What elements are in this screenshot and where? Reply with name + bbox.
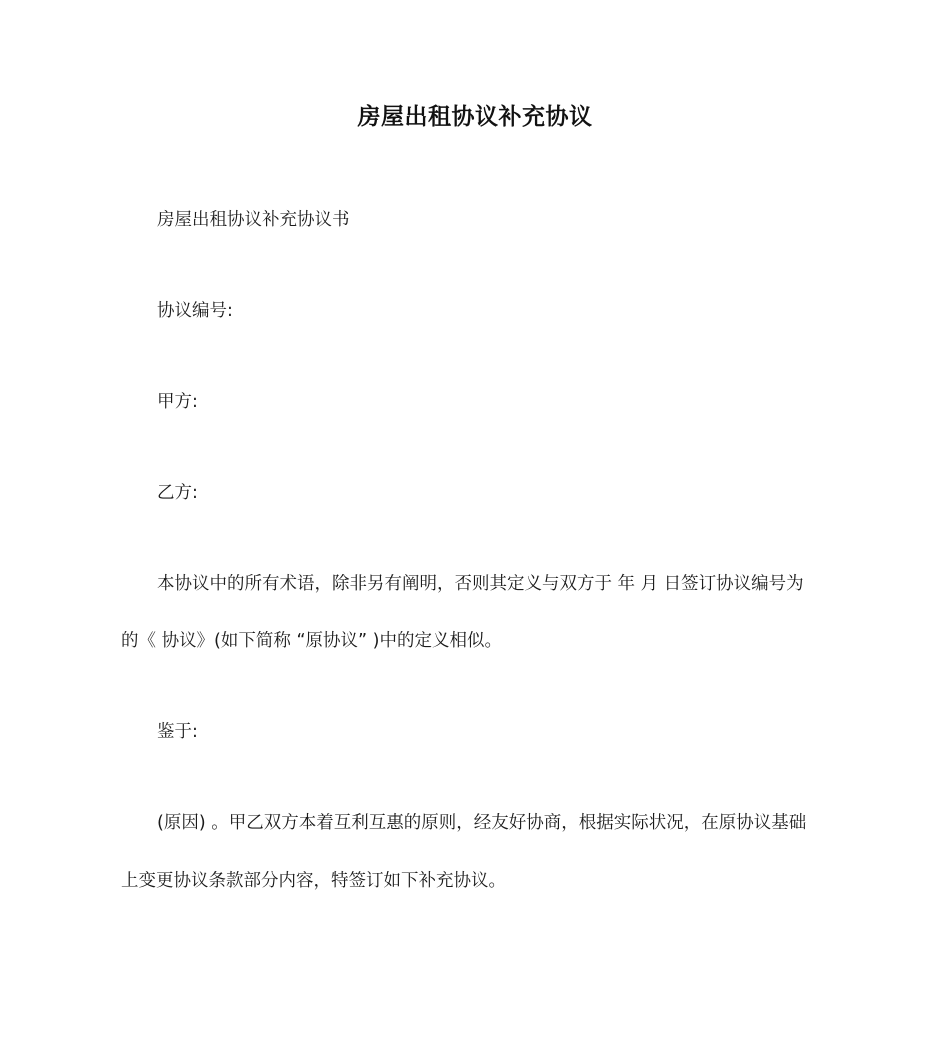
reason-paragraph-line-2: 上变更协议条款部分内容，特签订如下补充协议。	[121, 871, 506, 891]
subtitle-line: 房屋出租协议补充协议书	[157, 210, 350, 230]
party-a-label: 甲方:	[157, 392, 198, 412]
agreement-number-label: 协议编号:	[157, 301, 233, 321]
terms-paragraph-line-1: 本协议中的所有术语，除非另有阐明，否则其定义与双方于 年 月 日签订协议编号为	[157, 574, 804, 594]
reason-paragraph-line-1: (原因) 。甲乙双方本着互利互惠的原则，经友好协商，根据实际状况，在原协议基础	[157, 813, 807, 833]
document-title: 房屋出租协议补充协议	[357, 104, 593, 130]
whereas-label: 鉴于:	[157, 722, 198, 742]
terms-paragraph-line-2: 的《 协议》(如下简称 “原协议” )中的定义相似。	[121, 631, 502, 651]
party-b-label: 乙方:	[157, 483, 198, 503]
